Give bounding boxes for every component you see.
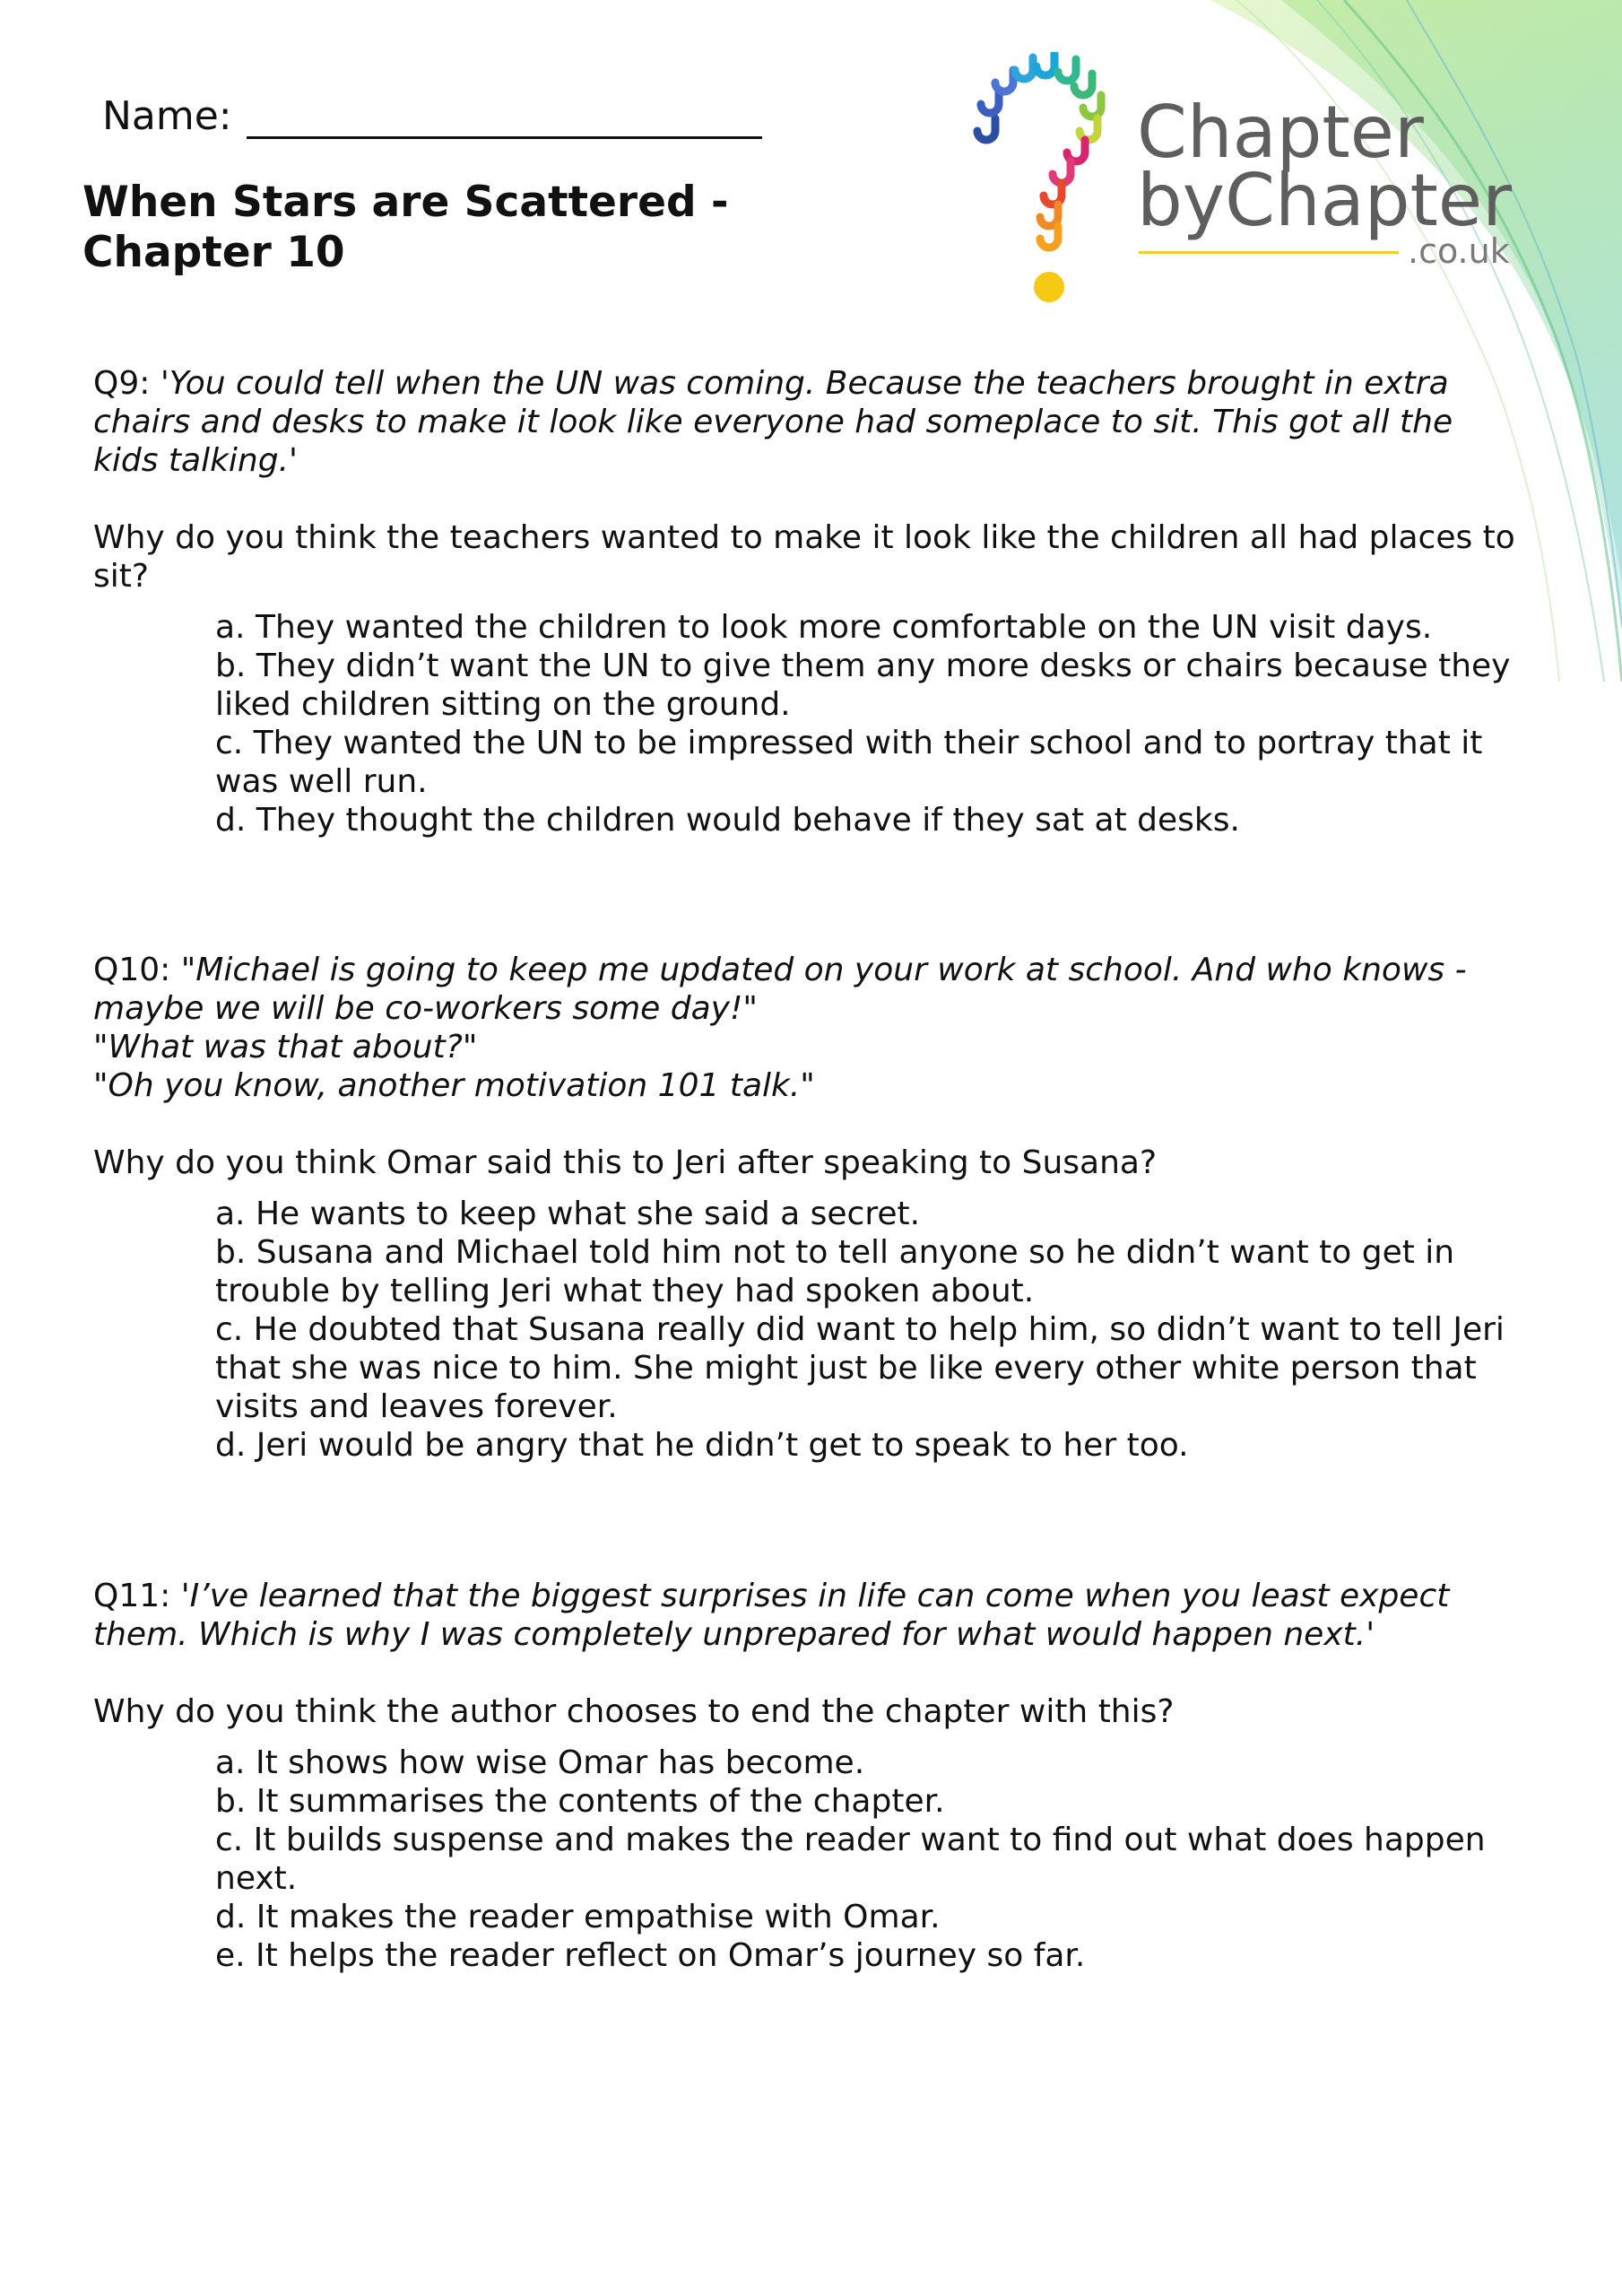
question-9 [93,364,1528,839]
answer-option[interactable]: d. It makes the reader empathise with Omar. [215,1899,941,1935]
chapter-by-chapter-logo [959,52,1533,312]
answer-option[interactable]: a. He wants to keep what she said a secret. [215,1196,921,1232]
question-quote: "Oh you know, another motivation 101 talk." [93,1067,815,1104]
question-prompt: Why do you think the author chooses to end the chapter with this? [93,1693,1175,1730]
answer-option[interactable]: d. They thought the children would behave if they sat at desks. [215,802,1240,839]
question-10-stem [93,951,1528,1028]
question-quote: "Michael is going to keep me updated on your work at school. And who knows - maybe we will be co-workers some day!" [93,952,1467,1027]
answer-options [93,1744,1528,1975]
logo-text-domain: .co.uk [1408,231,1510,271]
answer-option[interactable]: c. It builds suspense and makes the reader want to find out what does happen next. [215,1822,1486,1897]
question-11 [93,1577,1528,1975]
answer-option[interactable]: b. It summarises the contents of the chapter. [215,1783,945,1820]
name-label: Name: [102,93,232,139]
name-blank-line[interactable] [247,100,762,139]
question-quote: 'You could tell when the UN was coming. Because the teachers brought in extra chairs and desks to make it look like everyone had someplace to sit. This got all the kids talking.' [93,365,1453,479]
logo-text-chapter: Chapter [1137,91,1424,174]
question-label: Q9: [93,365,151,402]
logo-underline [1139,251,1399,254]
answer-option[interactable]: a. They wanted the children to look more comfortable on the UN visit days. [215,609,1433,646]
question-prompt: Why do you think Omar said this to Jeri after speaking to Susana? [93,1144,1158,1181]
answer-options [93,608,1528,839]
question-quote: "What was that about?" [93,1029,478,1065]
answer-options [93,1195,1528,1465]
answer-option[interactable]: c. He doubted that Susana really did want to help him, so didn’t want to tell Jeri that she was nice to him. She might just be like every other white person that visits and leaves forever. [215,1311,1505,1425]
answer-option[interactable]: e. It helps the reader reflect on Omar’s journey so far. [215,1937,1086,1974]
question-label: Q10: [93,952,171,988]
question-11-stem [93,1577,1528,1654]
worksheet-title: When Stars are Scattered - Chapter 10 [82,178,729,277]
question-label: Q11: [93,1578,171,1614]
question-mark-books-icon [959,52,1139,312]
logo-text-bychapter: byChapter [1137,159,1512,242]
question-9-stem [93,364,1528,480]
answer-option[interactable]: a. It shows how wise Omar has become. [215,1744,865,1781]
question-prompt: Why do you think the teachers wanted to make it look like the children all had places to sit? [93,519,1515,595]
name-field[interactable] [102,93,762,139]
answer-option[interactable]: c. They wanted the UN to be impressed with their school and to portray that it was well run. [215,725,1483,800]
answer-option[interactable]: b. Susana and Michael told him not to tell anyone so he didn’t want to get in trouble by telling Jeri what they had spoken about. [215,1234,1455,1309]
answer-option[interactable]: b. They didn’t want the UN to give them any more desks or chairs because they liked children sitting on the ground. [215,648,1511,723]
answer-option[interactable]: d. Jeri would be angry that he didn’t get to speak to her too. [215,1427,1189,1464]
question-quote: 'I’ve learned that the biggest surprises in life can come when you least expect them. Which is why I was completely unprepared for what would happen next.' [93,1578,1450,1653]
question-10 [93,951,1528,1465]
